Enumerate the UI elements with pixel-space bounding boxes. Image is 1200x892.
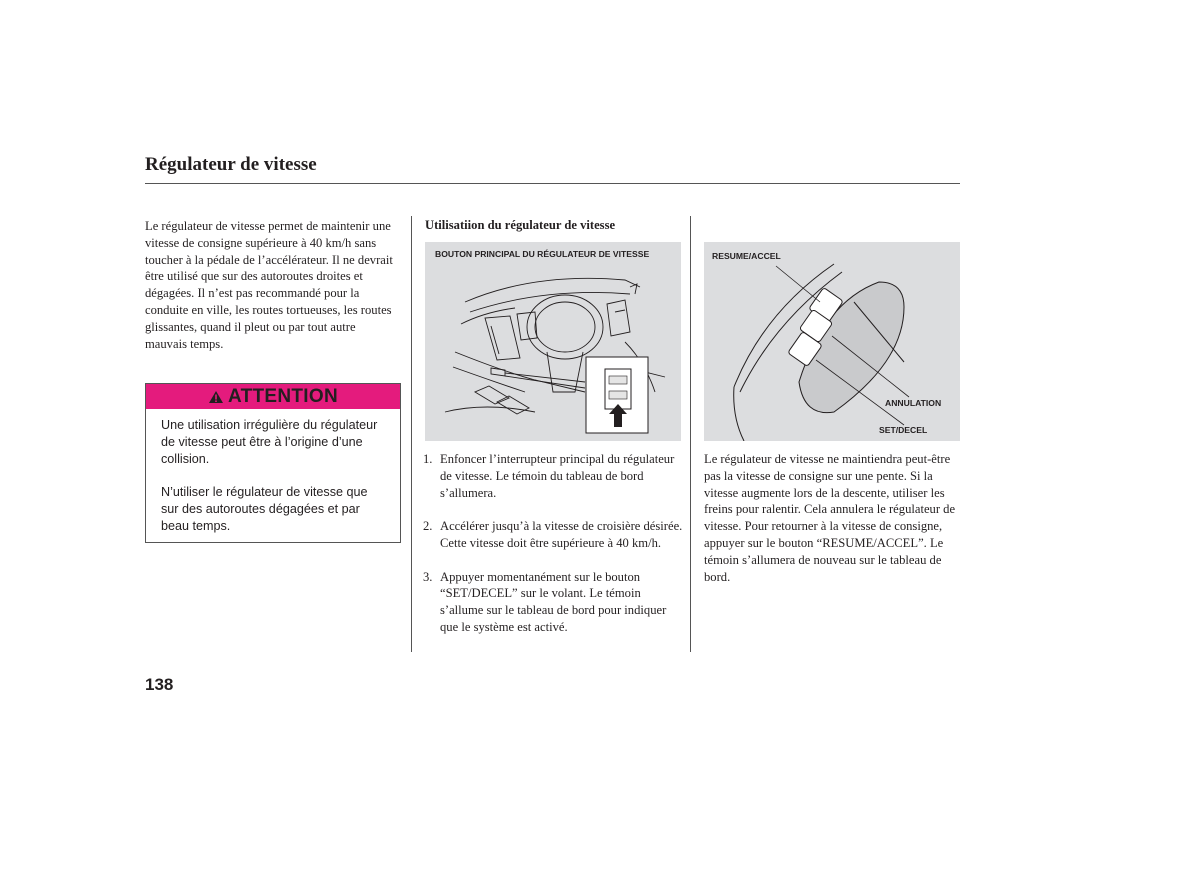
attention-body (146, 409, 400, 535)
list-item (423, 518, 683, 552)
step-text: Enfoncer l’interrupteur principal du régulateur de vitesse. Le témoin du tableau de bord s’allumera. (440, 452, 675, 500)
resume-paragraph: Le régulateur de vitesse ne maintiendra peut-être pas la vitesse de consigne sur une pente. Si la vitesse augmente lors de la descente, utiliser les freins pour ralentir. Cela annulera le régulateur de vitesse. Pour retourner à la vitesse de consigne, appuyer sur le bouton “RESUME/ACCEL”. Le témoin s’allumera de nouveau sur le tableau de bord. (704, 452, 956, 584)
step-text: Accélérer jusqu’à la vitesse de croisière désirée. Cette vitesse doit être supérieure à 40 km/h. (440, 519, 683, 550)
attention-header (146, 384, 400, 409)
attention-heading: ATTENTION (227, 385, 338, 407)
main-switch-label: BOUTON PRINCIPAL DU RÉGULATEUR DE VITESSE (435, 249, 650, 259)
step-number: 2. (423, 519, 433, 534)
step-number: 1. (423, 452, 433, 466)
list-item (423, 451, 683, 501)
step-number: 3. (423, 569, 433, 584)
dashboard-figure (425, 242, 681, 441)
steps-list (423, 451, 683, 653)
attention-box (145, 383, 401, 543)
step-text: Appuyer momentanément sur le bouton “SET/DECEL” sur le volant. Le témoin s’allume sur le tableau de bord pour indiquer que le système est activé. (440, 569, 667, 634)
column-divider (690, 216, 691, 652)
resume-accel-label: RESUME/ACCEL (712, 251, 781, 261)
attention-paragraph: N’utiliser le régulateur de vitesse que sur des autoroutes dégagées et par beau temps. (161, 485, 368, 533)
section-title: Utilisatiion du régulateur de vitesse (425, 218, 616, 232)
list-item (423, 569, 683, 636)
set-decel-label: SET/DECEL (879, 425, 928, 435)
steering-wheel-illustration (704, 242, 960, 441)
title-divider (145, 183, 960, 184)
dashboard-illustration (425, 242, 681, 441)
page-number: 138 (145, 675, 174, 694)
steering-wheel-figure (704, 242, 960, 441)
cancel-label: ANNULATION (885, 398, 942, 408)
attention-paragraph: Une utilisation irrégulière du régulateur de vitesse peut être à l’origine d’une collision. (161, 418, 378, 466)
warning-triangle-icon (208, 390, 224, 404)
page-title: Régulateur de vitesse (145, 154, 317, 175)
intro-paragraph: Le régulateur de vitesse permet de maintenir une vitesse de consigne supérieure à 40 km/h sans toucher à la pédale de l’accélérateur. Il ne devrait être utilisé que sur des autoroutes droites et dégagées. Il n’est pas recommandé pour la conduite en ville, les routes tortueuses, les routes glissantes, quand il pleut ou par tout autre mauvais temps. (145, 219, 393, 351)
column-divider (411, 216, 412, 652)
